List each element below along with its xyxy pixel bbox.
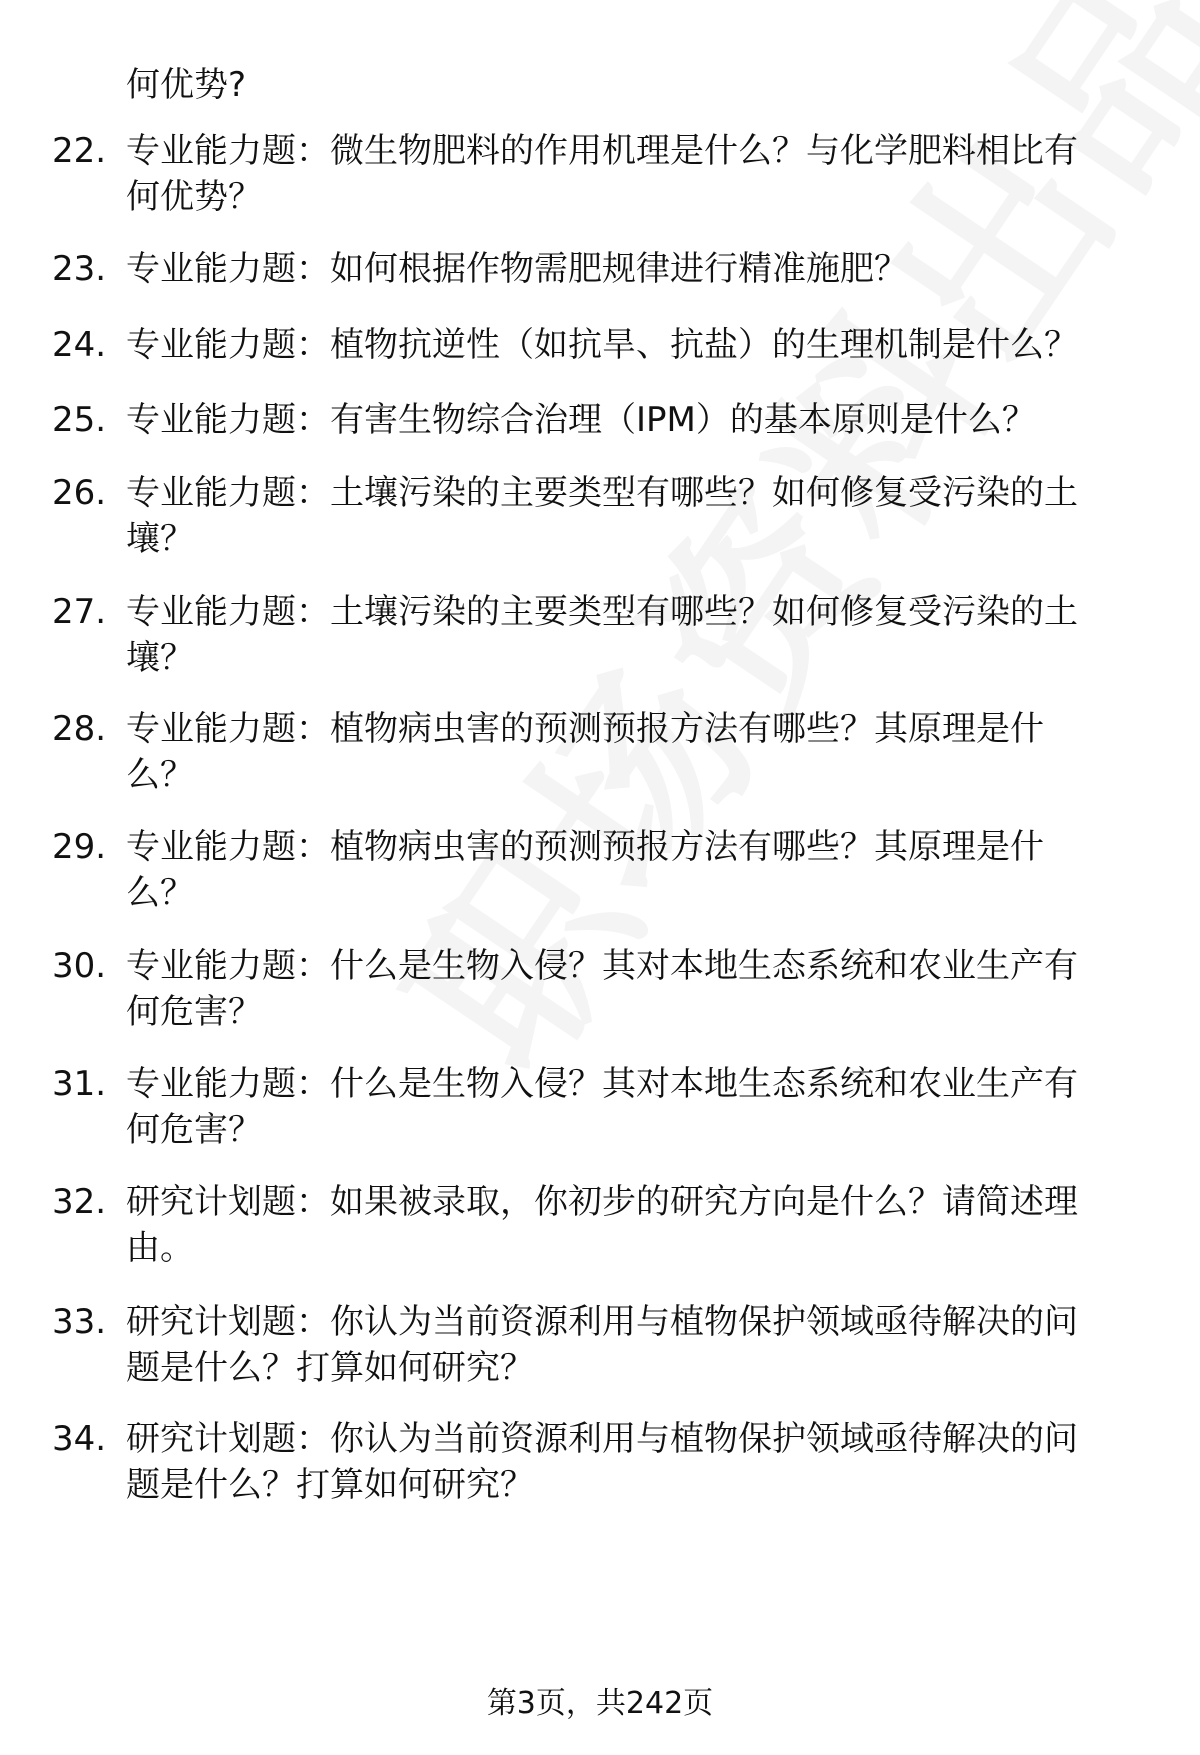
- question-text-continued: 么？: [126, 873, 194, 913]
- question-text: 专业能力题：植物抗逆性（如抗旱、抗盐）的生理机制是什么？: [126, 325, 1078, 365]
- question-text: 专业能力题：有害生物综合治理（IPM）的基本原则是什么？: [126, 400, 1036, 440]
- question-text-continued: 壤？: [126, 638, 194, 678]
- question-text: 专业能力题：如何根据作物需肥规律进行精准施肥？: [126, 249, 908, 289]
- question-text: 专业能力题：什么是生物入侵？其对本地生态系统和农业生产有: [126, 946, 1078, 986]
- question-number: 25.: [52, 400, 107, 440]
- question-number: 23.: [52, 249, 107, 289]
- question-number: 30.: [52, 946, 107, 986]
- question-number: 26.: [52, 473, 107, 513]
- question-number: 32.: [52, 1182, 107, 1222]
- question-number: 27.: [52, 592, 107, 632]
- question-text: 专业能力题：什么是生物入侵？其对本地生态系统和农业生产有: [126, 1064, 1078, 1104]
- question-text-continued: 由。: [126, 1228, 194, 1268]
- question-text-continued: 何危害？: [126, 1110, 262, 1150]
- question-text: 研究计划题：你认为当前资源利用与植物保护领域亟待解决的问: [126, 1302, 1078, 1342]
- question-number: 31.: [52, 1064, 107, 1104]
- question-number: 24.: [52, 325, 107, 365]
- question-number: 22.: [52, 131, 107, 171]
- question-number: 28.: [52, 709, 107, 749]
- continued-question-text: 何优势?: [126, 65, 247, 105]
- question-text-continued: 壤？: [126, 519, 194, 559]
- question-text: 专业能力题：土壤污染的主要类型有哪些？如何修复受污染的土: [126, 592, 1078, 632]
- question-text: 研究计划题：如果被录取，你初步的研究方向是什么？请简述理: [126, 1182, 1078, 1222]
- question-number: 29.: [52, 827, 107, 867]
- question-text-continued: 么？: [126, 755, 194, 795]
- question-number: 33.: [52, 1302, 107, 1342]
- question-text: 专业能力题：植物病虫害的预测预报方法有哪些？其原理是什: [126, 827, 1044, 867]
- question-text-continued: 何优势？: [126, 177, 262, 217]
- question-text: 专业能力题：土壤污染的主要类型有哪些？如何修复受污染的土: [126, 473, 1078, 513]
- question-text-continued: 题是什么？打算如何研究？: [126, 1465, 534, 1505]
- page-number-footer: 第3页，共242页: [486, 1686, 714, 1721]
- question-text: 专业能力题：微生物肥料的作用机理是什么？与化学肥料相比有: [126, 131, 1078, 171]
- question-text-continued: 题是什么？打算如何研究？: [126, 1348, 534, 1388]
- question-number: 34.: [52, 1419, 107, 1459]
- question-text: 研究计划题：你认为当前资源利用与植物保护领域亟待解决的问: [126, 1419, 1078, 1459]
- question-text: 专业能力题：植物病虫害的预测预报方法有哪些？其原理是什: [126, 709, 1044, 749]
- question-text-continued: 何危害？: [126, 992, 262, 1032]
